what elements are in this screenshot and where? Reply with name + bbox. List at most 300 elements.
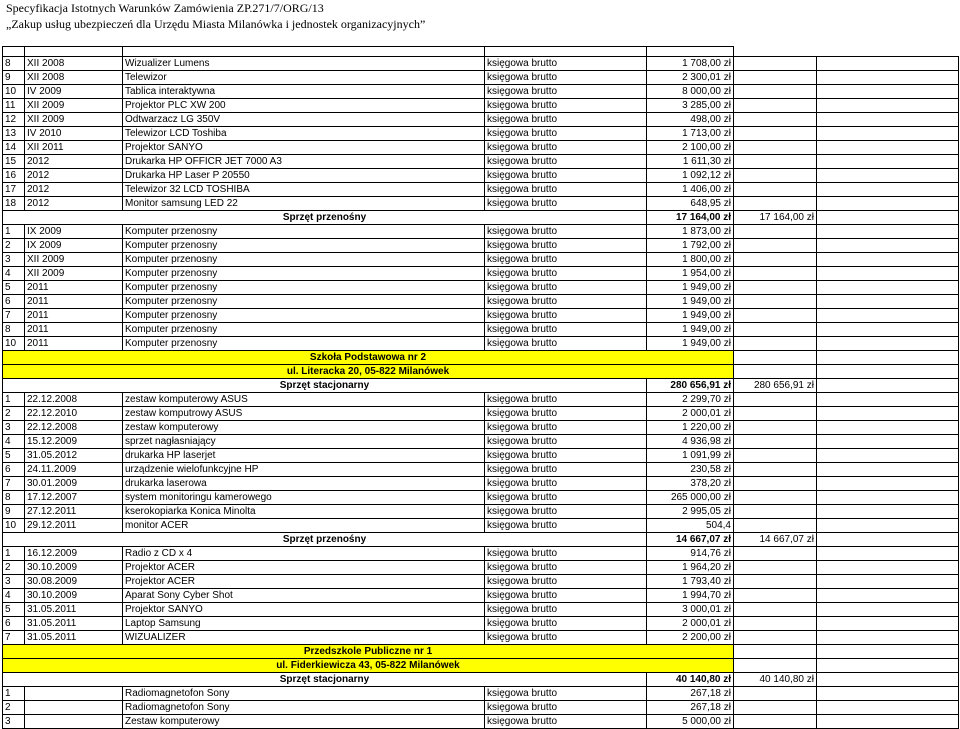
table-row [3, 127, 959, 141]
table-row [3, 575, 959, 589]
row-item-name: Projektor ACER [123, 575, 485, 589]
row-value-type: księgowa brutto [485, 477, 647, 491]
table-row [3, 505, 959, 519]
row-empty [817, 673, 959, 687]
row-empty [817, 533, 959, 547]
procurement-subject: „Zakup usług ubezpieczeń dla Urzędu Miasta Milanówka i jednostek organizacyjnych” [6, 17, 426, 31]
row-value-type: księgowa brutto [485, 631, 647, 645]
row-item-name: Radio z CD x 4 [123, 547, 485, 561]
table-row [3, 561, 959, 575]
row-date: IV 2010 [25, 127, 123, 141]
row-empty [734, 393, 817, 407]
row-date [25, 701, 123, 715]
row-amount: 1 220,00 zł [647, 421, 734, 435]
row-empty [817, 547, 959, 561]
row-value-type: księgowa brutto [485, 309, 647, 323]
row-value-type: księgowa brutto [485, 267, 647, 281]
row-date: 22.12.2008 [25, 393, 123, 407]
row-value-type: księgowa brutto [485, 225, 647, 239]
row-number: 17 [3, 183, 25, 197]
row-value-type: księgowa brutto [485, 435, 647, 449]
row-amount: 1 994,70 zł [647, 589, 734, 603]
row-number: 10 [3, 519, 25, 533]
row-value-type: księgowa brutto [485, 113, 647, 127]
row-empty [817, 211, 959, 225]
row-value-type: księgowa brutto [485, 295, 647, 309]
row-date: XII 2008 [25, 71, 123, 85]
row-amount: 1 406,00 zł [647, 183, 734, 197]
row-value-type: księgowa brutto [485, 603, 647, 617]
row-item-name: Komputer przenosny [123, 281, 485, 295]
table-row [3, 197, 959, 211]
row-empty [817, 337, 959, 351]
row-date: 30.08.2009 [25, 575, 123, 589]
table-row [3, 309, 959, 323]
row-empty [734, 197, 817, 211]
row-number: 5 [3, 281, 25, 295]
row-date: XII 2009 [25, 253, 123, 267]
table-row [3, 99, 959, 113]
table-row [3, 337, 959, 351]
table-row [3, 715, 959, 729]
table-row [3, 617, 959, 631]
section-label: Sprzęt stacjonarny [3, 673, 647, 687]
table-row [3, 631, 959, 645]
section-sum: 280 656,91 zł [647, 379, 734, 393]
section-label: Sprzęt przenośny [3, 211, 647, 225]
row-item-name: Komputer przenosny [123, 337, 485, 351]
row-number: 2 [3, 701, 25, 715]
row-date: 30.01.2009 [25, 477, 123, 491]
table-row [3, 519, 959, 533]
row-empty [734, 113, 817, 127]
row-date: 31.05.2012 [25, 449, 123, 463]
row-number: 6 [3, 463, 25, 477]
row-empty [817, 281, 959, 295]
row-item-name: Komputer przenosny [123, 309, 485, 323]
row-date: 2012 [25, 155, 123, 169]
row-empty [734, 281, 817, 295]
row-amount: 1 949,00 zł [647, 323, 734, 337]
row-empty [734, 449, 817, 463]
row-empty [734, 337, 817, 351]
row-number: 7 [3, 309, 25, 323]
row-item-name: zestaw komputerowy [123, 421, 485, 435]
institution-name: Szkoła Podstawowa nr 2 [3, 351, 734, 365]
row-value-type: księgowa brutto [485, 449, 647, 463]
row-empty [734, 589, 817, 603]
row-empty [734, 421, 817, 435]
row-number: 4 [3, 589, 25, 603]
row-date [25, 715, 123, 729]
row-number: 9 [3, 505, 25, 519]
table-row [3, 85, 959, 99]
table-row [3, 589, 959, 603]
row-amount: 378,20 zł [647, 477, 734, 491]
row-empty [817, 589, 959, 603]
table-row [3, 225, 959, 239]
table-row [3, 141, 959, 155]
row-number: 9 [3, 71, 25, 85]
section-total: 280 656,91 zł [734, 379, 817, 393]
row-value-type: księgowa brutto [485, 393, 647, 407]
row-empty [734, 85, 817, 99]
row-empty [817, 575, 959, 589]
row-empty [817, 85, 959, 99]
row-empty [817, 239, 959, 253]
row-value-type: księgowa brutto [485, 519, 647, 533]
section-total: 40 140,80 zł [734, 673, 817, 687]
row-empty [734, 183, 817, 197]
row-empty [817, 309, 959, 323]
row-amount: 2 299,70 zł [647, 393, 734, 407]
institution-address: ul. Fiderkiewicza 43, 05-822 Milanówek [3, 659, 734, 673]
row-amount: 1 092,12 zł [647, 169, 734, 183]
row-date: 22.12.2008 [25, 421, 123, 435]
blank-row [3, 47, 959, 57]
row-item-name: WIZUALIZER [123, 631, 485, 645]
row-empty [734, 491, 817, 505]
row-date: XII 2009 [25, 113, 123, 127]
row-empty [817, 435, 959, 449]
table-row [3, 547, 959, 561]
row-empty [734, 127, 817, 141]
row-empty [734, 225, 817, 239]
institution-banner [3, 365, 959, 379]
row-empty [817, 225, 959, 239]
row-number: 2 [3, 561, 25, 575]
row-empty [734, 71, 817, 85]
row-value-type: księgowa brutto [485, 57, 647, 71]
row-item-name: monitor ACER [123, 519, 485, 533]
row-empty [734, 631, 817, 645]
row-value-type: księgowa brutto [485, 281, 647, 295]
row-empty [817, 57, 959, 71]
row-item-name: zestaw komputrowy ASUS [123, 407, 485, 421]
row-empty [734, 309, 817, 323]
row-empty [734, 253, 817, 267]
table-row [3, 281, 959, 295]
table-row [3, 295, 959, 309]
table-row [3, 113, 959, 127]
row-number: 3 [3, 253, 25, 267]
row-value-type: księgowa brutto [485, 505, 647, 519]
row-number: 4 [3, 435, 25, 449]
row-item-name: Projektor PLC XW 200 [123, 99, 485, 113]
row-amount: 1 611,30 zł [647, 155, 734, 169]
row-item-name: Komputer przenosny [123, 225, 485, 239]
row-number: 1 [3, 225, 25, 239]
row-empty [817, 421, 959, 435]
table-row [3, 71, 959, 85]
row-empty [734, 155, 817, 169]
row-item-name: Projektor ACER [123, 561, 485, 575]
row-empty [734, 351, 817, 365]
row-empty [817, 617, 959, 631]
table-row [3, 491, 959, 505]
row-date: 2012 [25, 197, 123, 211]
row-amount: 2 300,01 zł [647, 71, 734, 85]
row-empty [734, 617, 817, 631]
row-empty [734, 323, 817, 337]
row-number: 6 [3, 617, 25, 631]
row-empty [817, 379, 959, 393]
row-date: 27.12.2011 [25, 505, 123, 519]
table-row [3, 477, 959, 491]
row-empty [734, 169, 817, 183]
row-value-type: księgowa brutto [485, 337, 647, 351]
row-value-type: księgowa brutto [485, 239, 647, 253]
row-value-type: księgowa brutto [485, 421, 647, 435]
row-empty [734, 57, 817, 71]
row-amount: 1 873,00 zł [647, 225, 734, 239]
row-amount: 2 000,01 zł [647, 617, 734, 631]
row-empty [817, 715, 959, 729]
row-value-type: księgowa brutto [485, 617, 647, 631]
row-amount: 265 000,00 zł [647, 491, 734, 505]
row-empty [817, 295, 959, 309]
row-date: IX 2009 [25, 239, 123, 253]
row-number: 6 [3, 295, 25, 309]
row-amount: 1 949,00 zł [647, 337, 734, 351]
row-item-name: Drukarka HP OFFICR JET 7000 A3 [123, 155, 485, 169]
row-amount: 498,00 zł [647, 113, 734, 127]
row-date: 17.12.2007 [25, 491, 123, 505]
row-amount: 5 000,00 zł [647, 715, 734, 729]
row-number: 2 [3, 239, 25, 253]
row-number: 4 [3, 267, 25, 281]
row-empty [734, 561, 817, 575]
row-value-type: księgowa brutto [485, 561, 647, 575]
row-amount: 267,18 zł [647, 701, 734, 715]
row-date: 31.05.2011 [25, 631, 123, 645]
row-empty [734, 295, 817, 309]
institution-address: ul. Literacka 20, 05-822 Milanówek [3, 365, 734, 379]
row-item-name: Projektor SANYO [123, 603, 485, 617]
row-item-name: urządzenie wielofunkcyjne HP [123, 463, 485, 477]
row-number: 10 [3, 85, 25, 99]
row-date: 2011 [25, 309, 123, 323]
section-header-row [3, 211, 959, 225]
row-number: 2 [3, 407, 25, 421]
row-empty [734, 659, 817, 673]
row-number: 3 [3, 715, 25, 729]
row-value-type: księgowa brutto [485, 715, 647, 729]
section-header-row [3, 379, 959, 393]
row-item-name: Laptop Samsung [123, 617, 485, 631]
row-empty [817, 687, 959, 701]
row-value-type: księgowa brutto [485, 589, 647, 603]
row-item-name: Aparat Sony Cyber Shot [123, 589, 485, 603]
row-number: 1 [3, 547, 25, 561]
row-item-name: Monitor samsung LED 22 [123, 197, 485, 211]
row-number: 5 [3, 449, 25, 463]
row-number: 10 [3, 337, 25, 351]
row-empty [817, 351, 959, 365]
row-amount: 504,4 [647, 519, 734, 533]
row-date: XII 2009 [25, 267, 123, 281]
row-empty [734, 267, 817, 281]
table-row [3, 267, 959, 281]
row-number: 1 [3, 687, 25, 701]
row-empty [734, 603, 817, 617]
row-amount: 4 936,98 zł [647, 435, 734, 449]
row-amount: 8 000,00 zł [647, 85, 734, 99]
table-row [3, 155, 959, 169]
section-label: Sprzęt stacjonarny [3, 379, 647, 393]
section-header-row [3, 533, 959, 547]
row-amount: 1 800,00 zł [647, 253, 734, 267]
row-empty [734, 575, 817, 589]
row-item-name: kserokopiarka Konica Minolta [123, 505, 485, 519]
table-row [3, 687, 959, 701]
row-amount: 648,95 zł [647, 197, 734, 211]
row-date: 2012 [25, 169, 123, 183]
row-date: 2011 [25, 323, 123, 337]
row-empty [734, 687, 817, 701]
table-row [3, 393, 959, 407]
row-number: 15 [3, 155, 25, 169]
row-number: 12 [3, 113, 25, 127]
row-item-name: Komputer przenosny [123, 239, 485, 253]
row-date: 2012 [25, 183, 123, 197]
row-empty [734, 141, 817, 155]
row-empty [817, 477, 959, 491]
row-value-type: księgowa brutto [485, 127, 647, 141]
row-item-name: Komputer przenosny [123, 267, 485, 281]
row-item-name: Drukarka HP Laser P 20550 [123, 169, 485, 183]
institution-banner [3, 645, 959, 659]
row-empty [734, 99, 817, 113]
section-sum: 17 164,00 zł [647, 211, 734, 225]
row-date [25, 687, 123, 701]
section-header-row [3, 673, 959, 687]
row-value-type: księgowa brutto [485, 407, 647, 421]
row-value-type: księgowa brutto [485, 169, 647, 183]
row-number: 8 [3, 323, 25, 337]
row-date: IV 2009 [25, 85, 123, 99]
row-value-type: księgowa brutto [485, 323, 647, 337]
row-item-name: system monitoringu kamerowego [123, 491, 485, 505]
row-number: 3 [3, 575, 25, 589]
table-row [3, 169, 959, 183]
row-value-type: księgowa brutto [485, 547, 647, 561]
row-empty [734, 435, 817, 449]
row-empty [817, 407, 959, 421]
row-number: 18 [3, 197, 25, 211]
row-item-name: sprzet nagłasniający [123, 435, 485, 449]
row-date: IX 2009 [25, 225, 123, 239]
row-amount: 2 100,00 zł [647, 141, 734, 155]
row-empty [817, 323, 959, 337]
row-item-name: Komputer przenosny [123, 295, 485, 309]
row-empty [734, 407, 817, 421]
row-date: 15.12.2009 [25, 435, 123, 449]
row-item-name: Radiomagnetofon Sony [123, 701, 485, 715]
row-value-type: księgowa brutto [485, 183, 647, 197]
row-amount: 1 792,00 zł [647, 239, 734, 253]
row-empty [734, 547, 817, 561]
row-item-name: Telewizor LCD Toshiba [123, 127, 485, 141]
row-empty [817, 99, 959, 113]
row-empty [817, 631, 959, 645]
row-empty [734, 239, 817, 253]
table-row [3, 239, 959, 253]
row-date: XII 2009 [25, 99, 123, 113]
row-empty [734, 477, 817, 491]
row-item-name: Wizualizer Lumens [123, 57, 485, 71]
institution-banner [3, 659, 959, 673]
table-row [3, 449, 959, 463]
table-row [3, 407, 959, 421]
row-item-name: Telewizor [123, 71, 485, 85]
row-value-type: księgowa brutto [485, 197, 647, 211]
document-header [6, 0, 946, 44]
row-number: 7 [3, 631, 25, 645]
row-empty [817, 267, 959, 281]
row-empty [817, 169, 959, 183]
row-item-name: Tablica interaktywna [123, 85, 485, 99]
row-date: XII 2011 [25, 141, 123, 155]
row-empty [817, 155, 959, 169]
row-number: 5 [3, 603, 25, 617]
row-empty [817, 253, 959, 267]
row-empty [734, 519, 817, 533]
row-value-type: księgowa brutto [485, 575, 647, 589]
row-empty [817, 561, 959, 575]
row-amount: 1 964,20 zł [647, 561, 734, 575]
row-date: 22.12.2010 [25, 407, 123, 421]
row-empty [817, 127, 959, 141]
row-item-name: Komputer przenosny [123, 323, 485, 337]
row-date: 31.05.2011 [25, 603, 123, 617]
row-value-type: księgowa brutto [485, 71, 647, 85]
table-row [3, 253, 959, 267]
row-date: 30.10.2009 [25, 589, 123, 603]
row-value-type: księgowa brutto [485, 463, 647, 477]
row-empty [734, 701, 817, 715]
row-empty [734, 715, 817, 729]
table-row [3, 57, 959, 71]
row-item-name: Telewizor 32 LCD TOSHIBA [123, 183, 485, 197]
table-row [3, 463, 959, 477]
row-item-name: Komputer przenosny [123, 253, 485, 267]
row-empty [817, 701, 959, 715]
row-date: 16.12.2009 [25, 547, 123, 561]
row-value-type: księgowa brutto [485, 99, 647, 113]
row-date: XII 2008 [25, 57, 123, 71]
row-empty [817, 645, 959, 659]
row-amount: 1 949,00 zł [647, 295, 734, 309]
row-empty [734, 365, 817, 379]
row-amount: 230,58 zł [647, 463, 734, 477]
row-number: 1 [3, 393, 25, 407]
row-number: 14 [3, 141, 25, 155]
row-amount: 1 713,00 zł [647, 127, 734, 141]
row-date: 31.05.2011 [25, 617, 123, 631]
row-value-type: księgowa brutto [485, 155, 647, 169]
section-total: 17 164,00 zł [734, 211, 817, 225]
table-row [3, 701, 959, 715]
row-date: 2011 [25, 295, 123, 309]
row-amount: 914,76 zł [647, 547, 734, 561]
row-empty [734, 505, 817, 519]
table-row [3, 435, 959, 449]
row-empty [817, 491, 959, 505]
row-date: 30.10.2009 [25, 561, 123, 575]
row-amount: 1 793,40 zł [647, 575, 734, 589]
row-item-name: zestaw komputerowy ASUS [123, 393, 485, 407]
